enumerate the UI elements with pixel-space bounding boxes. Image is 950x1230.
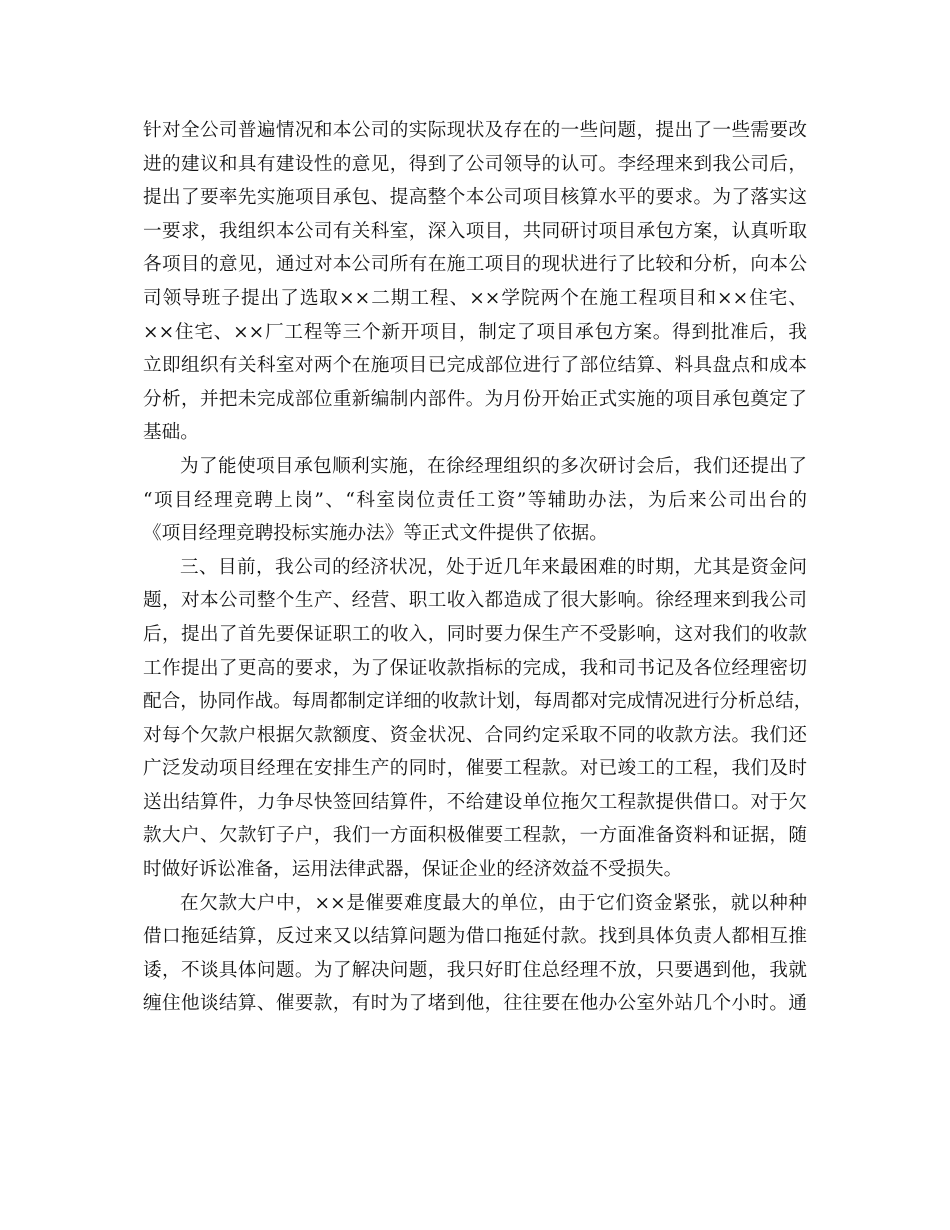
text-line: 工作提出了更高的要求，为了保证收款指标的完成，我和司书记及各位经理密切 — [143, 657, 807, 679]
text-line: 送出结算件，力争尽快签回结算件，不给建设单位拖欠工程款提供借口。对于欠 — [143, 791, 807, 813]
text-line: “项目经理竞聘上岗”、“科室岗位责任工资”等辅助办法，为后来公司出台的 — [143, 489, 807, 511]
text-line: 诿，不谈具体问题。为了解决问题，我只好盯住总经理不放，只要遇到他，我就 — [143, 959, 807, 981]
paragraph-3 — [143, 551, 813, 887]
text-line: 在欠款大户中，××是催要难度最大的单位，由于它们资金紧张，就以种种 — [180, 892, 807, 914]
text-line: 广泛发动项目经理在安排生产的同时，催要工程款。对已竣工的工程，我们及时 — [143, 758, 807, 780]
text-line: 各项目的意见，通过对本公司所有在施工项目的现状进行了比较和分析，向本公 — [143, 254, 807, 276]
text-line: 时做好诉讼准备，运用法律武器，保证企业的经济效益不受损失。 — [143, 859, 683, 881]
text-line: 针对全公司普遍情况和本公司的实际现状及存在的一些问题，提出了一些需要改 — [143, 120, 807, 141]
text-line: 基础。 — [143, 422, 199, 444]
text-line: 三、目前，我公司的经济状况，处于近几年来最困难的时期，尤其是资金问 — [180, 556, 807, 578]
text-line: 司领导班子提出了选取××二期工程、××学院两个在施工程项目和××住宅、 — [143, 287, 807, 309]
text-line: 缠住他谈结算、催要款，有时为了堵到他，往往要在他办公室外站几个小时。通 — [143, 993, 807, 1015]
text-line: 款大户、欠款钉子户，我们一方面积极催要工程款，一方面准备资料和证据，随 — [143, 825, 807, 847]
text-line: 借口拖延结算，反过来又以结算问题为借口拖延付款。找到具体负责人都相互推 — [143, 926, 807, 948]
text-line: 后，提出了首先要保证职工的收入，同时要力保生产不受影响，这对我们的收款 — [143, 623, 807, 645]
text-line: 题，对本公司整个生产、经营、职工收入都造成了很大影响。徐经理来到我公司 — [143, 590, 807, 612]
text-line: 配合，协同作战。每周都制定详细的收款计划，每周都对完成情况进行分析总结， — [143, 691, 813, 713]
text-line: 《项目经理竞聘投标实施办法》等正式文件提供了依据。 — [143, 523, 608, 545]
text-line: 提出了要率先实施项目承包、提高整个本公司项目核算水平的要求。为了落实这 — [143, 187, 807, 209]
paragraph-1 — [143, 114, 807, 450]
paragraph-2 — [143, 450, 807, 551]
text-line: 对每个欠款户根据欠款额度、资金状况、合同约定采取不同的收款方法。我们还 — [143, 724, 807, 746]
document-body — [143, 114, 813, 1021]
text-line: 一要求，我组织本公司有关科室，深入项目，共同研讨项目承包方案，认真听取 — [143, 220, 807, 242]
text-line: ××住宅、××厂工程等三个新开项目，制定了项目承包方案。得到批准后，我 — [143, 321, 807, 343]
text-line: 为了能使项目承包顺利实施，在徐经理组织的多次研讨会后，我们还提出了 — [180, 455, 807, 477]
text-line: 立即组织有关科室对两个在施项目已完成部位进行了部位结算、料具盘点和成本 — [143, 355, 807, 377]
paragraph-4 — [143, 887, 807, 1021]
text-line: 进的建议和具有建设性的意见，得到了公司领导的认可。李经理来到我公司后， — [143, 153, 807, 175]
text-line: 分析，并把未完成部位重新编制内部件。为月份开始正式实施的项目承包奠定了 — [143, 388, 807, 410]
